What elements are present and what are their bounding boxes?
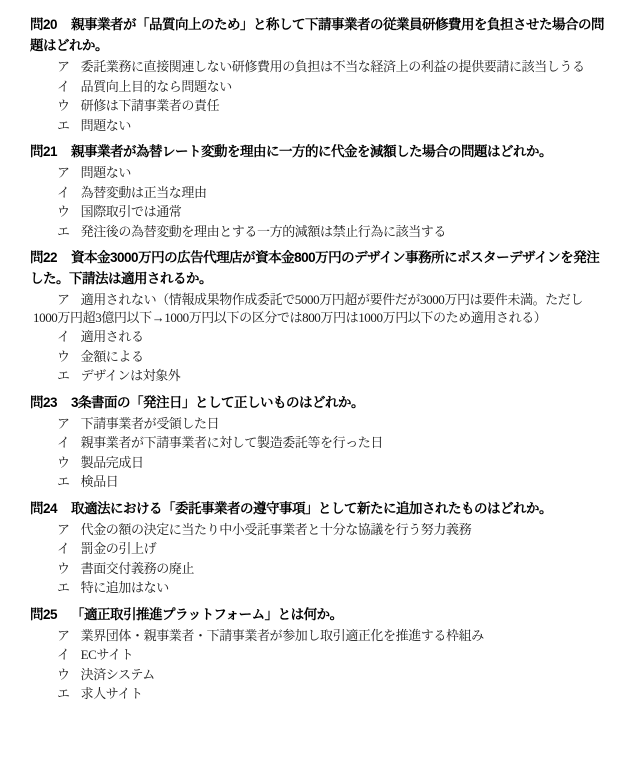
option-row [33,97,605,115]
option-row [33,627,605,645]
option-letter: ウ [57,98,70,113]
option-text: 決済システム [80,666,155,682]
option-letter: イ [57,184,70,200]
question-number: 問22 [30,250,58,265]
option-row [33,666,605,684]
option-row [33,454,605,472]
question-block [30,498,605,597]
option-letter: ウ [57,666,70,682]
option-text: 特に追加はない [80,580,169,595]
option-letter: ウ [57,560,70,576]
option-text: 国際取引では通常 [80,204,182,219]
option-row [33,203,605,221]
option-text: 研修は下請事業者の責任 [80,98,220,113]
option-row [33,58,605,76]
option-text: 適用されない（情報成果物作成委託で5000万円超が要件だが3000万円は要件未満。ただし1000万円超3億円以下→1000万円以下の区分では800万円は1000万円以下のため適用される） [33,292,584,325]
option-text: 罰金の引上げ [80,541,157,556]
option-text: 業界団体・親事業者・下請事業者が参加し取引適正化を推進する枠組み [80,627,484,643]
option-text: 問題ない [80,117,132,133]
option-letter: ア [57,521,70,537]
option-letter: エ [57,686,70,701]
question-text: 親事業者が為替レート変動を理由に一方的に代金を減額した場合の問題はどれか。 [71,144,553,159]
option-row [33,328,605,346]
options-list [33,58,605,134]
question-block [30,392,605,491]
option-letter: ア [57,165,70,180]
option-text: 下請事業者が受領した日 [80,415,220,431]
option-text: ECサイト [80,647,134,662]
option-letter: ア [57,627,70,643]
option-letter: ウ [57,348,70,364]
options-list [33,415,605,491]
option-text: 親事業者が下請事業者に対して製造委託等を行った日 [80,435,384,450]
options-list [33,164,605,240]
option-row [33,367,605,385]
option-letter: ア [57,415,70,431]
question-text: 取適法における「委託事業者の遵守事項」として新たに追加されたものはどれか。 [71,500,553,516]
option-row [33,434,605,452]
option-text: 問題ない [80,165,132,180]
option-letter: ウ [57,204,70,219]
option-letter: イ [57,435,70,450]
option-text: 書面交付義務の廃止 [80,560,195,576]
question-text: 3条書面の「発注日」として正しいものはどれか。 [71,394,365,410]
option-row [33,685,605,703]
option-letter: イ [57,647,70,662]
option-text: 適用される [80,329,144,344]
option-text: 金額による [80,348,144,364]
question-text: 「適正取引推進プラットフォーム」とは何か。 [71,606,343,622]
option-text: 製品完成日 [80,454,144,470]
question-block [30,604,605,703]
option-row [33,415,605,433]
question-block [30,141,605,240]
option-letter: イ [57,541,70,556]
option-letter: エ [57,368,70,383]
option-text: 発注後の為替変動を理由とする一方的減額は禁止行為に該当する [80,223,447,239]
option-text: 代金の額の決定に当たり中小受託事業者と十分な協議を行う努力義務 [80,521,472,537]
option-row [33,646,605,664]
option-row [33,117,605,135]
option-text: 求人サイト [80,686,143,701]
option-row [33,579,605,597]
option-row [33,291,605,326]
question-header [30,604,605,625]
question-text: 資本金3000万円の広告代理店が資本金800万円のデザイン事務所にポスターデザインを発注した。下請法は適用されるか。 [30,250,600,286]
question-number: 問20 [30,17,58,32]
option-row [33,184,605,202]
question-number: 問24 [30,500,58,516]
option-row [33,560,605,578]
options-list [33,627,605,703]
question-block [30,247,605,385]
option-text: 為替変動は正当な理由 [80,184,207,200]
option-row [33,78,605,96]
question-header [30,498,605,519]
option-text: 品質向上目的なら問題ない [80,78,232,94]
option-text: 検品日 [80,474,119,489]
option-letter: エ [57,117,70,133]
question-number: 問21 [30,144,58,159]
option-letter: ウ [57,454,70,470]
option-letter: イ [57,329,70,344]
question-header [30,247,605,289]
option-text: 委託業務に直接関連しない研修費用の負担は不当な経済上の利益の提供要請に該当しうる [80,59,585,74]
question-number: 問25 [30,606,58,622]
option-row [33,223,605,241]
options-list [33,291,605,385]
option-row [33,540,605,558]
option-letter: ア [57,292,70,307]
question-block [30,14,605,134]
question-header [30,141,605,162]
option-row [33,473,605,491]
question-text: 親事業者が「品質向上のため」と称して下請事業者の従業員研修費用を負担させた場合の問題はどれか。 [30,17,605,53]
option-letter: ア [57,59,70,74]
question-header [30,14,605,56]
option-letter: イ [57,78,70,94]
option-letter: エ [57,580,70,595]
option-row [33,521,605,539]
option-text: デザインは対象外 [80,368,181,383]
option-letter: エ [57,223,70,239]
option-row [33,348,605,366]
option-letter: エ [57,474,70,489]
question-header [30,392,605,413]
question-number: 問23 [30,394,58,410]
options-list [33,521,605,597]
option-row [33,164,605,182]
